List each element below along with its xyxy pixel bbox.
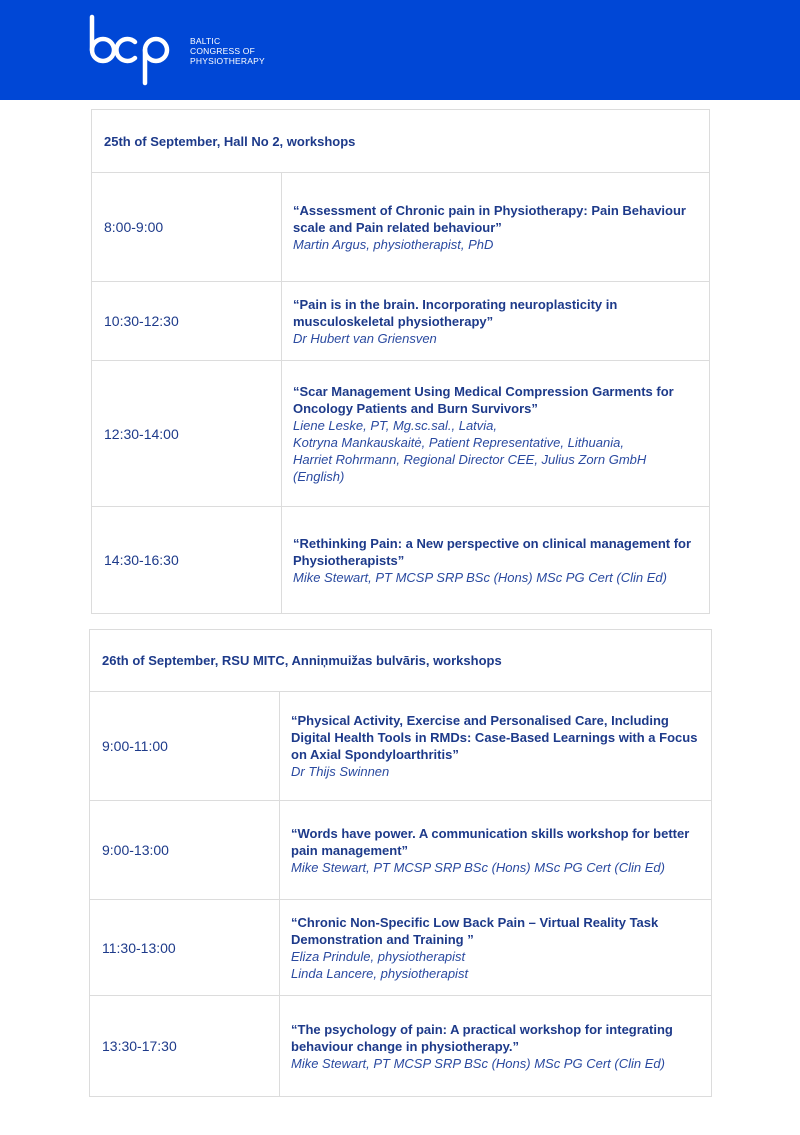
session-title: “Physical Activity, Exercise and Personalised Care, Including Digital Health Tools in RMDs: Case-Based Learnings with a Focus on Axial Spondyloarthritis” xyxy=(291,713,698,762)
brand-line-2: CONGRESS OF xyxy=(190,46,256,56)
brand-line-3: PHYSIOTHERAPY xyxy=(190,56,265,66)
session-time: 13:30-17:30 xyxy=(90,996,280,1097)
session-title: “The psychology of pain: A practical workshop for integrating behaviour change in physiotherapy.” xyxy=(291,1021,673,1054)
session-title: “Words have power. A communication skills workshop for better pain management” xyxy=(291,825,690,858)
session-title: “Scar Management Using Medical Compression Garments for Oncology Patients and Burn Survivors” xyxy=(293,383,674,416)
session-speaker: Linda Lancere, physiotherapist xyxy=(291,965,469,981)
table-title-row xyxy=(90,630,712,692)
session-time: 11:30-13:00 xyxy=(90,900,280,996)
session-time: 9:00-13:00 xyxy=(90,801,280,900)
session-time: 14:30-16:30 xyxy=(92,507,282,614)
day-title: 25th of September, Hall No 2, workshops xyxy=(92,110,710,173)
session-speaker: Liene Leske, PT, Mg.sc.sal., Latvia, xyxy=(293,417,498,433)
table-row xyxy=(92,507,710,614)
session-title: “Pain is in the brain. Incorporating neuroplasticity in musculoskeletal physiotherapy” xyxy=(293,296,618,329)
brand-name xyxy=(190,36,265,66)
session-speaker: Dr Thijs Swinnen xyxy=(291,764,390,779)
brand-line-1: BALTIC xyxy=(190,36,221,46)
session-details xyxy=(280,996,712,1097)
table-row xyxy=(92,173,710,282)
day-title: 26th of September, RSU MITC, Anniņmuižas bulvāris, workshops xyxy=(90,630,712,692)
table-row xyxy=(92,282,710,361)
schedule-table-day1 xyxy=(91,109,710,614)
session-time: 8:00-9:00 xyxy=(92,173,282,282)
session-title: “Rethinking Pain: a New perspective on clinical management for Physiotherapists” xyxy=(293,535,692,568)
bcp-logo-icon xyxy=(86,14,182,86)
session-speaker: Mike Stewart, PT MCSP SRP BSc (Hons) MSc PG Cert (Clin Ed) xyxy=(291,859,665,875)
session-time: 12:30-14:00 xyxy=(92,361,282,507)
session-title: “Chronic Non-Specific Low Back Pain – Virtual Reality Task Demonstration and Training ” xyxy=(291,914,659,947)
session-time: 10:30-12:30 xyxy=(92,282,282,361)
session-details xyxy=(282,361,710,507)
session-details xyxy=(282,173,710,282)
session-title: “Assessment of Chronic pain in Physiotherapy: Pain Behaviour scale and Pain related behaviour” xyxy=(293,202,686,235)
session-speaker: Dr Hubert van Griensven xyxy=(293,330,437,346)
session-details xyxy=(280,801,712,900)
session-speaker: Kotryna Mankauskaitė, Patient Representative, Lithuania, xyxy=(293,434,624,450)
session-speaker: Mike Stewart, PT MCSP SRP BSc (Hons) MSc PG Cert (Clin Ed) xyxy=(293,569,667,585)
table-title-row xyxy=(92,110,710,173)
session-speaker: Harriet Rohrmann, Regional Director CEE, Julius Zorn GmbH (English) xyxy=(293,451,647,484)
session-time: 9:00-11:00 xyxy=(90,692,280,801)
table-row xyxy=(92,361,710,507)
schedule-table-day2 xyxy=(89,629,712,1097)
session-speaker: Eliza Prindule, physiotherapist xyxy=(291,948,466,964)
page-header xyxy=(0,0,800,100)
table-row xyxy=(90,996,712,1097)
session-details xyxy=(280,900,712,996)
session-details xyxy=(282,282,710,361)
table-row xyxy=(90,692,712,801)
session-details xyxy=(282,507,710,614)
session-speaker: Mike Stewart, PT MCSP SRP BSc (Hons) MSc PG Cert (Clin Ed) xyxy=(291,1055,665,1071)
session-details xyxy=(280,692,712,801)
table-row xyxy=(90,900,712,996)
table-row xyxy=(90,801,712,900)
session-speaker: Martin Argus, physiotherapist, PhD xyxy=(293,236,494,252)
